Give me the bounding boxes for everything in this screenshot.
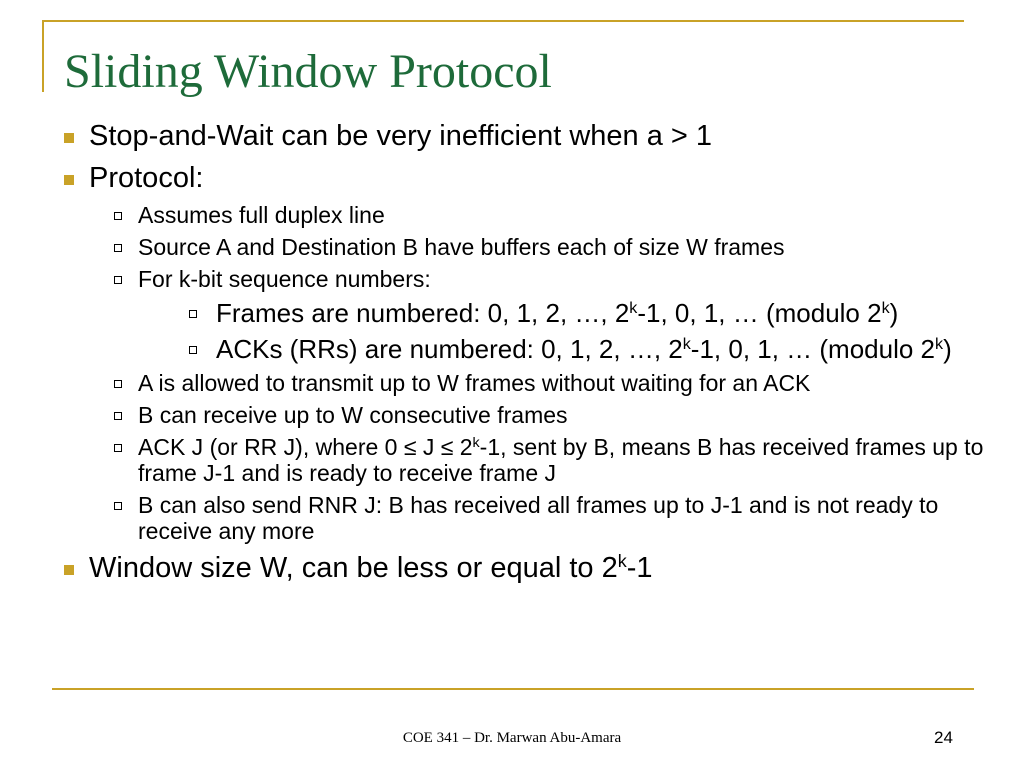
bullet-text: B can also send RNR J: B has received all frames up to J-1 and is not ready to receive any more [138,492,939,544]
bullet-text: Source A and Destination B have buffers each of size W frames [138,234,785,260]
hollow-square-bullet-icon [114,380,122,388]
hollow-square-bullet-icon [189,346,197,354]
text-run: ACK J (or RR J), where 0 ≤ J ≤ 2 [138,434,473,460]
hollow-square-bullet-icon [114,412,122,420]
superscript: k [472,435,480,452]
square-bullet-icon [64,565,74,575]
bullet-list [0,118,1024,592]
left-rule [42,20,44,92]
bullet-text [89,552,652,584]
page-number: 24 [934,728,953,747]
square-bullet-icon [64,175,74,185]
bullet-item-level2 [0,202,1024,228]
text-run: -1 [626,552,653,584]
text-run: ACKs (RRs) are numbered: 0, 1, 2, …, 2 [216,334,683,364]
bullet-text: Stop-and-Wait can be very inefficient when a > 1 [89,120,713,152]
superscript: k [935,335,944,354]
bullet-item-level2 [0,266,1024,292]
hollow-square-bullet-icon [114,244,122,252]
bullet-item-level2 [0,492,1024,544]
text-run: Frames are numbered: 0, 1, 2, …, 2 [216,298,630,328]
bullet-text [216,334,952,364]
bullet-text [138,434,983,486]
superscript: k [881,299,890,318]
bullet-item-level1 [0,550,1024,586]
square-bullet-icon [64,133,74,143]
hollow-square-bullet-icon [114,276,122,284]
bullet-text: For k-bit sequence numbers: [138,266,431,292]
bottom-rule [52,688,974,690]
superscript: k [629,299,638,318]
text-run: -1, 0, 1, … (modulo 2 [637,298,882,328]
bullet-item-level3 [0,334,1024,364]
text-run: -1, 0, 1, … (modulo 2 [690,334,936,364]
bullet-text: Assumes full duplex line [138,202,385,228]
bullet-text: Protocol: [89,162,204,194]
bullet-item-level3 [0,298,1024,328]
text-run: Window size W, can be less or equal to 2 [89,552,618,584]
bullet-item-level1 [0,160,1024,196]
bullet-item-level2 [0,402,1024,428]
top-rule [42,20,964,22]
hollow-square-bullet-icon [114,212,122,220]
text-run: -1, sent by B, means B has received frames up to frame J-1 and is ready to receive frame J [138,434,984,486]
text-run: ) [889,298,899,328]
footer-text: COE 341 – Dr. Marwan Abu-Amara [402,730,622,746]
superscript: k [682,335,691,354]
slide-title: Sliding Window Protocol [64,45,552,98]
bullet-item-level1 [0,118,1024,154]
bullet-text [216,298,898,328]
bullet-item-level2 [0,434,1024,486]
text-run: ) [943,334,952,364]
hollow-square-bullet-icon [189,310,197,318]
hollow-square-bullet-icon [114,502,122,510]
superscript: k [617,551,627,572]
bullet-item-level2 [0,234,1024,260]
hollow-square-bullet-icon [114,444,122,452]
bullet-item-level2 [0,370,1024,396]
bullet-text: B can receive up to W consecutive frames [138,402,568,428]
bullet-text: A is allowed to transmit up to W frames without waiting for an ACK [138,370,811,396]
